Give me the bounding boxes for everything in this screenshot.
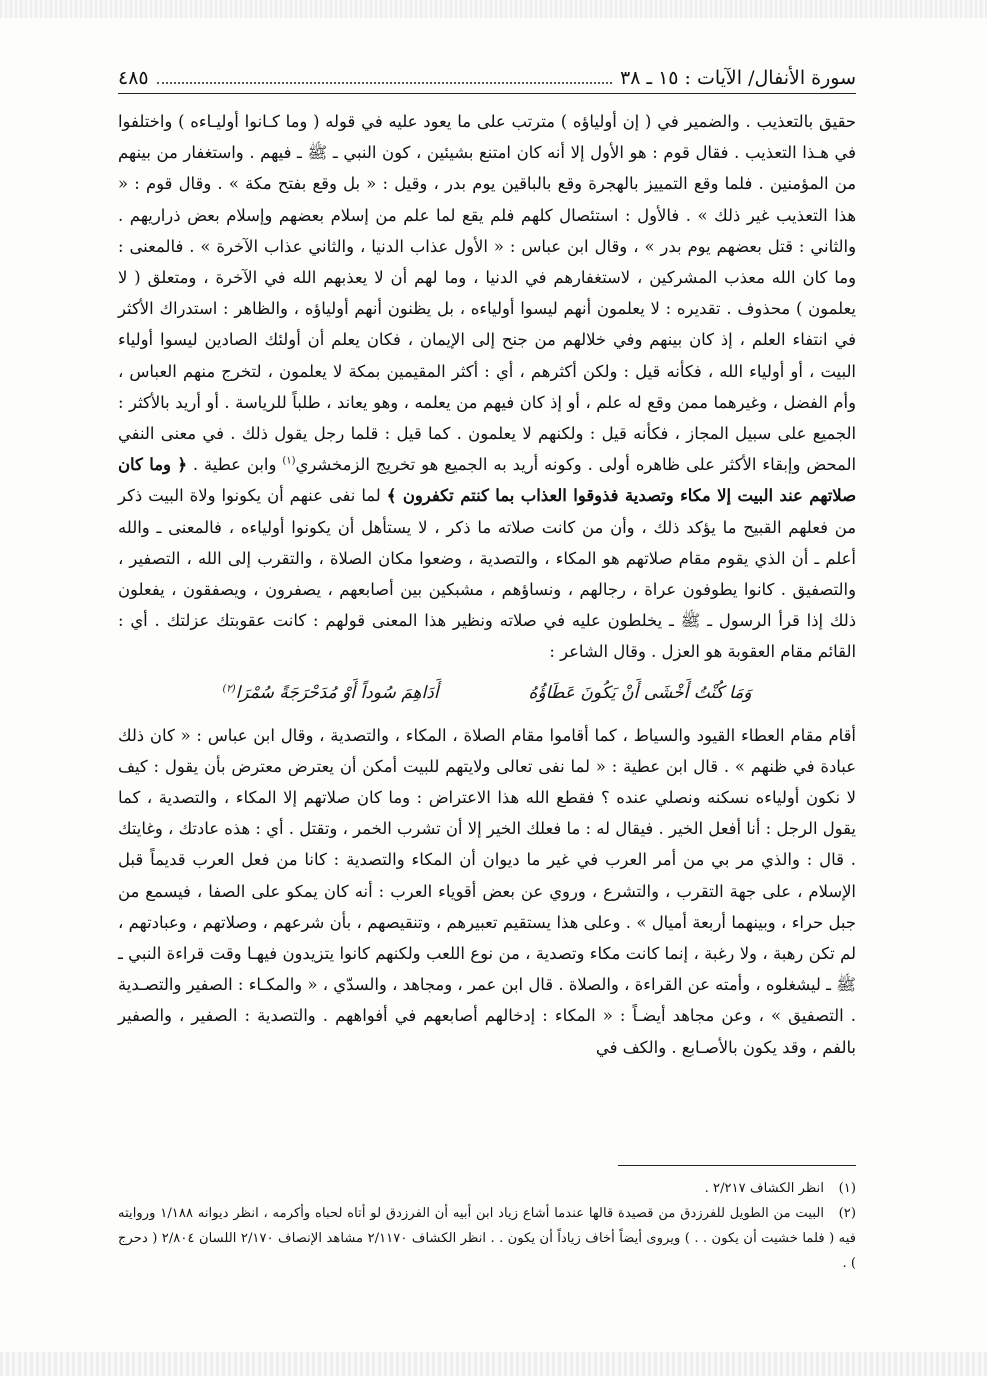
body-text (118, 106, 856, 1063)
footnote-2 (118, 1201, 856, 1276)
footnote-2-text: البيت من الطويل للفرزدق من قصيدة قالها عندما أشاع زياد ابن أبيه أن الفرزدق لو أتاه لحباه وأكرمه ، انظر ديوانه ١/١٨٨ وروايته فيه ( فلما خشيت أن يكون . . ) ويروى أيضاً أخاف زياداً أن يكون . . انظر الكشاف ٢/١١٧٠ مشاهد الإنصاف ٢/١٧٠ اللسان ٢/٨٠٤ ( دحرج ) . (118, 1206, 856, 1271)
verse-first-hemistich: وَمَا كُنْتُ أَخْشَى أَنْ يَكُونَ عَطَاؤُهُ (528, 682, 752, 703)
paragraph-1-tail: وابن عطية . (192, 455, 283, 475)
footnote-2-number: (٢) (838, 1206, 856, 1221)
footnotes (118, 1176, 856, 1276)
running-header (118, 64, 856, 94)
verse-second-hemistich: أَدَاهِمَ سُوداً أَوْ مُدَحْرَجَةً سُمْرَا (235, 682, 439, 703)
footnote-1-number: (١) (838, 1181, 856, 1196)
paragraph-2: أقام مقام العطاء القيود والسياط ، كما أقاموا مقام الصلاة ، المكاء ، والتصدية ، وقال ابن عباس : « كان ذلك عبادة في ظنهم » . قال ابن عطية : « لما نفى تعالى ولايتهم للبيت أمكن أن يعترض معترض بأن يقول : كيف لا نكون أولياءه نسكنه ونصلي عنده ؟ فقطع الله هذا الاعتراض : وما كان صلاتهم إلا المكاء ، والتصدية ، كما يقول الرجل : أنا أفعل الخير . فيقال له : ما فعلك الخير إلا أن تشرب الخمر ، وتقتل . أي : هذه عادتك ، وغايتك . قال : والذي مر بي من أمر العرب في غير ما ديوان أن المكاء والتصدية : كانا من فعل العرب قديماً قبل الإسلام ، على جهة التقرب ، والتشرع ، وروي عن بعض أقوياء العرب : أنه كان يمكو على الصفا ، فيسمع من جبل حراء ، وبينهما أربعة أميال » . وعلى هذا يستقيم تعبيرهم ، وتنقيصهم ، بأن شرعهم ، وصلاتهم ، وعبادتهم ، لم تكن رهبة ، ولا رغبة ، إنما كانت مكاء وتصدية ، من نوع اللعب ولكنهم كانوا يتزيدون فيهـا وقت قراءة النبي ـ ﷺ ـ ليشغلوه ، وأمته عن القراءة ، والصلاة . قال ابن عمر ، ومجاهد ، والسدّي ، « والمكـاء : الصفير والتصـدية . التصفيق » ، وعن مجاهد أيضـاً : « المكاء : إدخالهم أصابعهم في أفواههم . والتصدية : الصفير ، والصفير بالفم ، وقد يكون بالأصـابع . والكف في (118, 725, 856, 1057)
header-leader-dots (157, 82, 612, 84)
footnote-ref-2: (٢) (222, 683, 236, 694)
page-number: ٤٨٥ (118, 67, 149, 89)
scan-edge-top (0, 0, 987, 18)
footnote-divider (618, 1165, 856, 1166)
paragraph-1 (118, 106, 856, 668)
paragraph-1-text: حقيق بالتعذيب . والضمير في ( إن أولياؤه ) مترتب على ما يعود عليه في قوله ( وما كـانوا أوليـاءه ) واختلفوا في هـذا التعذيب . فقال قوم : هو الأول إلا أنه كان امتنع بشيئين ، كون النبي ـ ﷺ ـ فيهم . واستغفار من بينهم من المؤمنين . فلما وقع التمييز بالهجرة وقع بالباقين يوم بدر ، وقيل : « بل وقع بفتح مكة » . وقال قوم : « هذا التعذيب غير ذلك » . فالأول : استئصال كلهم فلم يقع لما علم من إسلام بعضهم وإسلام بعض ذراريهم . والثاني : قتل بعضهم يوم بدر » ، وقال ابن عباس : « الأول عذاب الدنيا ، والثاني عذاب الآخرة » . فالمعنى : وما كان الله معذب المشركين ، لاستغفارهم في الدنيا ، وما لهم أن لا يعذبهم الله في الآخرة ، ومتعلق ( لا يعلمون ) محذوف . تقديره : لا يعلمون أنهم ليسوا أولياءه ، بل يظنون أنهم أولياؤه ، والظاهر : استدراك الأكثر في انتفاء العلم ، إذ كان بينهم وفي خلالهم من جنح إلى الإيمان ، فكان يعلم أن أولئك الصادين ليسوا أولياء البيت ، أو أولياء الله ، فكأنه قيل : ولكن أكثرهم ، أي : أكثر المقيمين بمكة لا يعلمون ، لتخرج منهم العباس ، وأم الفضل ، وغيرهما ممن وقع له علم ، أو إذ كان فيهم من يعلمه ، وهو يعاند ، طلباً للرياسة . أو أريد بالأكثر : الجميع على سبيل المجاز ، فكأنه قيل : ولكنهم لا يعلمون . كما قيل : قلما رجل يقول ذلك . في معنى النفي المحض وإبقاء الأكثر على ظاهره أولى . وكونه أريد به الجميع هو تخريج الزمخشري (118, 112, 856, 475)
scan-edge-bottom (0, 1352, 987, 1376)
footnote-ref-1: (١) (282, 455, 296, 467)
paragraph-1-commentary: لما نفى عنهم أن يكونوا ولاة البيت ذكر من فعلهم القبيح ما يؤكد ذلك ، وأن من كانت صلاته ما ذكر ، لا يستأهل أن يكونوا أولياءه ، فالمعنى ـ والله أعلم ـ أن الذي يقوم مقام صلاتهم هو المكاء ، والتصدية ، وضعوا مكان الصلاة ، والتقرب إلى الله ، التصفير ، والتصفيق . كانوا يطوفون عراة ، رجالهم ، ونساؤهم ، مشبكين بين أصابعهم ، يصفرون ، ويصفقون ، يفعلون ذلك إذا قرأ الرسول ـ ﷺ ـ يخلطون عليه في صلاته ونظير هذا المعنى قولهم : كانت عقوبتك عزلتك . أي : القائم مقام العقوبة هو العزل . وقال الشاعر : (118, 486, 856, 662)
footnote-1-text: انظر الكشاف ٢/٢١٧ . (704, 1181, 824, 1196)
verse-second-hemistich-wrap (222, 676, 438, 710)
footnote-1 (118, 1176, 856, 1201)
chapter-title: سورة الأنفال/ الآيات : ١٥ ـ ٣٨ (619, 67, 856, 89)
poetry-verse (118, 676, 856, 710)
quran-verse: ﴿ وما كان صلاتهم عند البيت إلا مكاء وتصدية فذوقوا العذاب بما كنتم تكفرون ﴾ (118, 455, 857, 506)
page-content (118, 64, 856, 1063)
